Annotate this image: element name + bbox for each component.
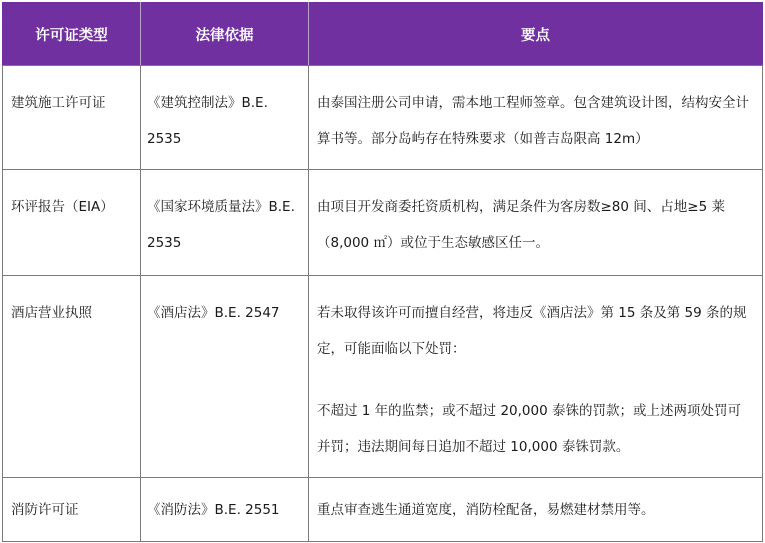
table-row xyxy=(3,276,763,478)
key-points-cell xyxy=(309,478,763,542)
key-points-cell xyxy=(309,66,763,170)
key-point-text: 若未取得该许可而擅自经营，将违反《酒店法》第 15 条及第 59 条的规定，可能面临以下处罚： xyxy=(317,305,747,357)
table-row xyxy=(3,66,763,170)
legal-basis-cell: 《国家环境质量法》B.E. 2535 xyxy=(141,170,309,276)
permit-type-cell: 酒店营业执照 xyxy=(3,276,141,478)
permit-type-cell: 建筑施工许可证 xyxy=(3,66,141,170)
header-permit-type: 许可证类型 xyxy=(3,3,141,66)
permit-table xyxy=(2,2,763,542)
key-point-text: 由泰国注册公司申请，需本地工程师签章。包含建筑设计图，结构安全计算书等。部分岛屿存在特殊要求（如普吉岛限高 12m） xyxy=(317,95,749,147)
permit-type-cell: 环评报告（EIA） xyxy=(3,170,141,276)
legal-basis-cell: 《酒店法》B.E. 2547 xyxy=(141,276,309,478)
key-point-text: 由项目开发商委托资质机构，满足条件为客房数≥80 间、占地≥5 莱（8,000 ㎡）或位于生态敏感区任一。 xyxy=(317,199,725,251)
table-row xyxy=(3,170,763,276)
permit-type-cell: 消防许可证 xyxy=(3,478,141,542)
key-point-text: 不超过 1 年的监禁；或不超过 20,000 泰铢的罚款；或上述两项处罚可并罚；违法期间每日追加不超过 10,000 泰铢罚款。 xyxy=(317,403,741,455)
header-key-points: 要点 xyxy=(309,3,763,66)
header-legal-basis: 法律依据 xyxy=(141,3,309,66)
legal-basis-cell: 《消防法》B.E. 2551 xyxy=(141,478,309,542)
key-point-text: 重点审查逃生通道宽度，消防栓配备，易燃建材禁用等。 xyxy=(317,502,655,518)
key-points-cell xyxy=(309,170,763,276)
header-row xyxy=(3,3,763,66)
table-row xyxy=(3,478,763,542)
legal-basis-cell: 《建筑控制法》B.E. 2535 xyxy=(141,66,309,170)
paragraph-gap xyxy=(317,367,754,393)
key-points-cell xyxy=(309,276,763,478)
